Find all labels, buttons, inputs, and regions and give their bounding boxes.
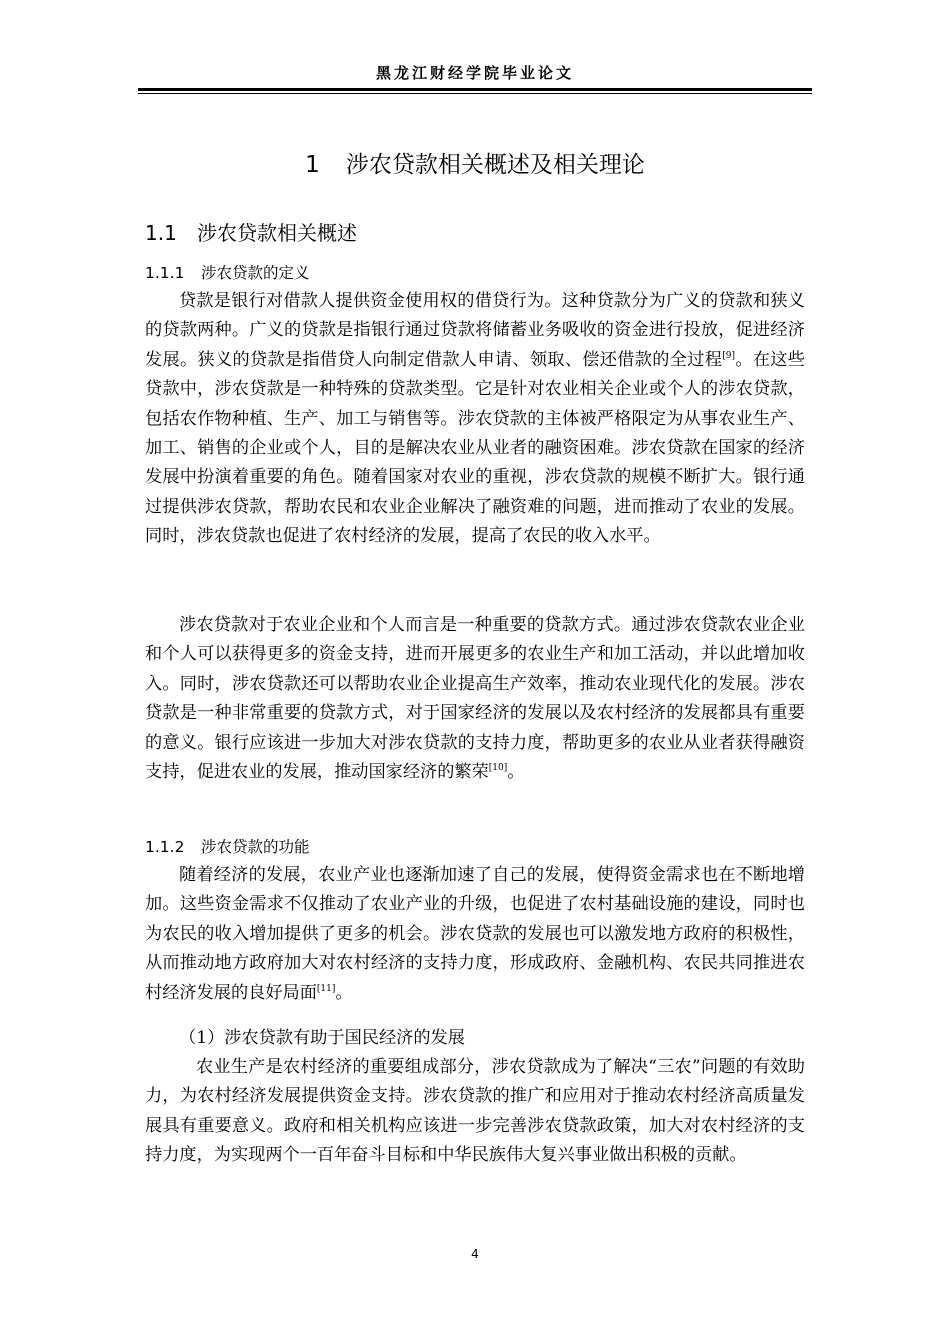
section-number: 1.1 xyxy=(145,221,177,245)
paragraph-function-1: 随着经济的发展，农业产业也逐渐加速了自己的发展，使得资金需求也在不断地增加。这些资金需求不仅推动了农业产业的升级，也促进了农村基础设施的建设，同时也为农民的收入增加提供了更多的机会。涉农贷款的发展也可以激发地方政府的积极性，从而推动地方政府加大对农村经济的支持力度，形成政府、金融机构、农民共同推进农村经济发展的良好局面[11]。 xyxy=(145,865,805,1003)
page-number: 4 xyxy=(471,1247,479,1261)
citation: [9] xyxy=(722,350,736,361)
chapter-title: 涉农贷款相关概述及相关理论 xyxy=(345,152,645,178)
citation: [11] xyxy=(316,983,336,994)
chapter-heading xyxy=(0,146,950,179)
list-item-1: （1）涉农贷款有助于国民经济的发展 xyxy=(179,1028,465,1048)
subsection-number: 1.1.2 xyxy=(145,838,185,856)
paragraph-function-2: 农业生产是农村经济的重要组成部分，涉农贷款成为了解决“三农”问题的有效助力，为农村经济发展提供资金支持。涉农贷款的推广和应用对于推动农村经济高质量发展具有重要意义。政府和相关机构应该进一步完善涉农贷款政策，加大对农村经济的支持力度，为实现两个一百年奋斗目标和中华民族伟大复兴事业做出积极的贡献。 xyxy=(145,1057,805,1166)
subsection-title: 涉农贷款的功能 xyxy=(201,838,310,856)
subsection-title: 涉农贷款的定义 xyxy=(201,264,310,282)
header-rule-thin xyxy=(138,93,812,94)
subsection-heading-1-1-1 xyxy=(145,261,310,283)
running-header: 黑龙江财经学院毕业论文 xyxy=(375,64,574,82)
subsection-heading-1-1-2 xyxy=(145,835,310,857)
citation: [10] xyxy=(488,763,508,774)
subsection-number: 1.1.1 xyxy=(145,264,185,282)
section-title: 涉农贷款相关概述 xyxy=(197,221,357,245)
section-heading-1-1 xyxy=(145,217,357,246)
paragraph-definition-1: 贷款是银行对借款人提供资金使用权的借贷行为。这种贷款分为广义的贷款和狭义的贷款两种。广义的贷款是指银行通过贷款将储蓄业务吸收的资金进行投放，促进经济发展。狭义的贷款是指借贷人向制定借款人申请、领取、偿还借款的全过程[9]。在这些贷款中，涉农贷款是一种特殊的贷款类型。它是针对农业相关企业或个人的涉农贷款，包括农作物种植、生产、加工与销售等。涉农贷款的主体被严格限定为从事农业生产、加工、销售的企业或个人，目的是解决农业从业者的融资困难。涉农贷款在国家的经济发展中扮演着重要的角色。随着国家对农业的重视，涉农贷款的规模不断扩大。银行通过提供涉农贷款，帮助农民和农业企业解决了融资难的问题，进而推动了农业的发展。同时，涉农贷款也促进了农村经济的发展，提高了农民的收入水平。 xyxy=(145,291,805,547)
header-rule-thick xyxy=(138,88,812,91)
paragraph-definition-2: 涉农贷款对于农业企业和个人而言是一种重要的贷款方式。通过涉农贷款农业企业和个人可以获得更多的资金支持，进而开展更多的农业生产和加工活动，并以此增加收入。同时，涉农贷款还可以帮助农业企业提高生产效率，推动农业现代化的发展。涉农贷款是一种非常重要的贷款方式，对于国家经济的发展以及农村经济的发展都具有重要的意义。银行应该进一步加大对涉农贷款的支持力度，帮助更多的农业从业者获得融资支持，促进农业的发展，推动国家经济的繁荣[10]。 xyxy=(145,615,805,783)
chapter-number: 1 xyxy=(305,152,320,178)
